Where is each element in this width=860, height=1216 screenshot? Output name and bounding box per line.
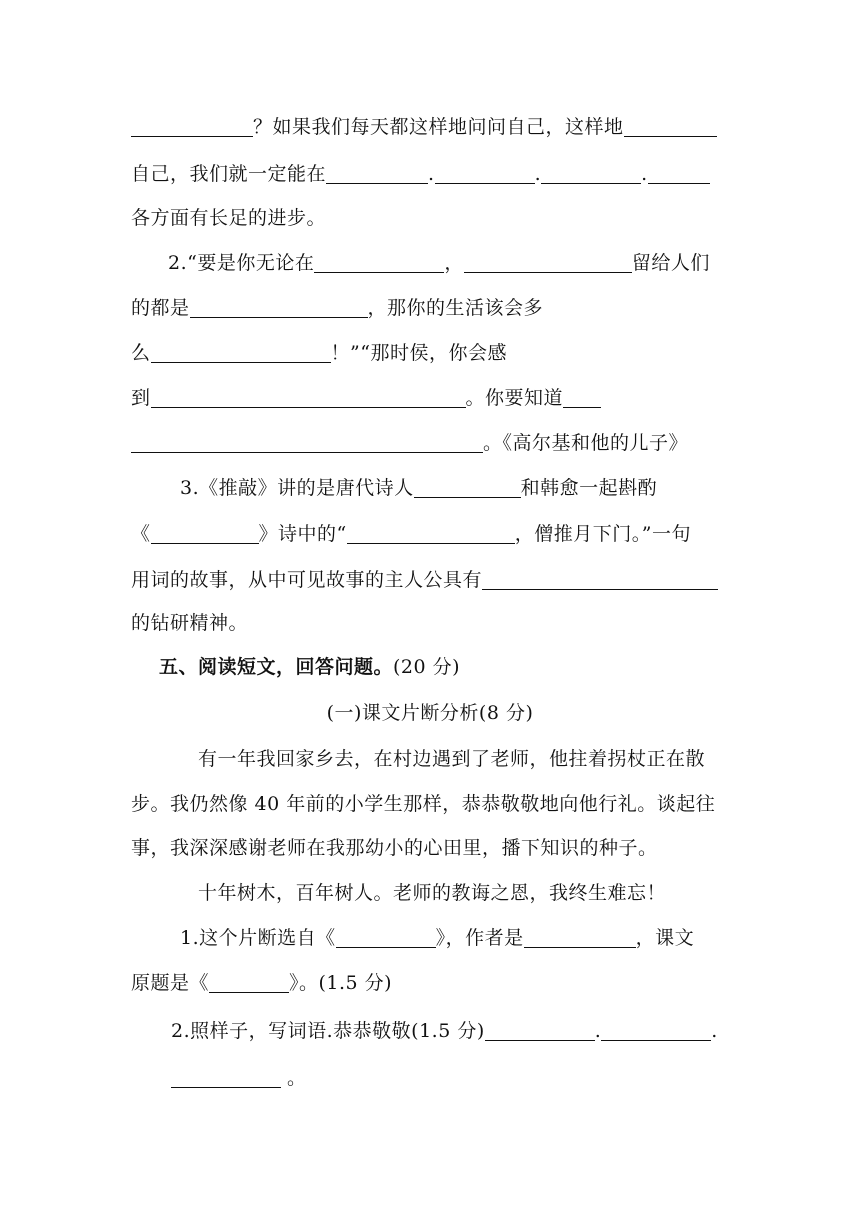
answer-blank[interactable] bbox=[435, 157, 535, 184]
answer-blank[interactable] bbox=[151, 381, 466, 408]
paragraph-line-3: 事，我深深感谢老师在我那幼小的心田里，播下知识的种子。 bbox=[131, 837, 658, 859]
line-4: 2.“要是你无论在 ， 留给人们 bbox=[168, 243, 710, 283]
answer-blank[interactable] bbox=[541, 157, 641, 184]
line-7: 到 。你要知道 bbox=[131, 378, 601, 418]
answer-blank[interactable] bbox=[464, 246, 632, 273]
paragraph-line-4: 十年树木，百年树人。老师的教诲之恩，我终生难忘！ bbox=[198, 882, 667, 904]
answer-blank[interactable] bbox=[326, 157, 428, 184]
answer-blank[interactable] bbox=[336, 921, 436, 948]
answer-blank[interactable] bbox=[190, 291, 368, 318]
subsection-heading: (一)课文片断分析(8 分) bbox=[326, 702, 534, 724]
answer-blank[interactable] bbox=[624, 110, 717, 137]
answer-blank[interactable] bbox=[414, 471, 521, 498]
question-2: 2.照样子，写词语.恭恭敬敬(1.5 分) . . bbox=[171, 1011, 718, 1051]
answer-blank[interactable] bbox=[485, 1014, 595, 1041]
paragraph-line-2: 步。我仍然像 40 年前的小学生那样，恭恭敬敬地向他行礼。谈起往 bbox=[131, 793, 716, 815]
section-score: (20 分) bbox=[393, 656, 461, 678]
line-6: 么 ！”“那时侯，你会感 bbox=[131, 333, 507, 373]
answer-blank[interactable] bbox=[151, 517, 259, 544]
answer-blank[interactable] bbox=[131, 426, 483, 453]
answer-blank[interactable] bbox=[601, 1014, 711, 1041]
answer-blank[interactable] bbox=[648, 157, 710, 184]
question-2-cont: 。 bbox=[171, 1058, 307, 1098]
question-1: 1.这个片断选自《 》，作者是 ，课文 bbox=[180, 918, 694, 958]
line-1: ？如果我们每天都这样地问问自己，这样地 bbox=[131, 107, 717, 147]
line-8: 。《高尔基和他的儿子》 bbox=[131, 423, 688, 463]
line-9: 3.《推敲》讲的是唐代诗人 和韩愈一起斟酌 bbox=[180, 468, 657, 508]
answer-blank[interactable] bbox=[131, 110, 253, 137]
answer-blank[interactable] bbox=[209, 966, 289, 993]
line-2: 自己，我们就一定能在 . . . bbox=[131, 154, 710, 194]
answer-blank[interactable] bbox=[171, 1061, 281, 1088]
line-11: 用词的故事，从中可见故事的主人公具有 bbox=[131, 560, 718, 600]
paragraph-line-1: 有一年我回家乡去，在村边遇到了老师，他拄着拐杖正在散 bbox=[198, 748, 706, 770]
answer-blank[interactable] bbox=[347, 517, 515, 544]
answer-blank[interactable] bbox=[563, 381, 601, 408]
section-5-heading bbox=[159, 647, 460, 687]
line-12: 的钻研精神。 bbox=[131, 612, 249, 634]
line-10: 《 》诗中的“ ，僧推月下门。”一句 bbox=[131, 514, 691, 554]
question-1-cont: 原题是《 》。(1.5 分) bbox=[131, 963, 392, 1003]
answer-blank[interactable] bbox=[524, 921, 636, 948]
section-title: 五、阅读短文，回答问题。 bbox=[159, 656, 394, 678]
answer-blank[interactable] bbox=[151, 336, 331, 363]
line-5: 的都是 ，那你的生活该会多 bbox=[131, 288, 543, 328]
answer-blank[interactable] bbox=[482, 563, 718, 590]
answer-blank[interactable] bbox=[314, 246, 444, 273]
line-3: 各方面有长足的进步。 bbox=[131, 207, 327, 229]
